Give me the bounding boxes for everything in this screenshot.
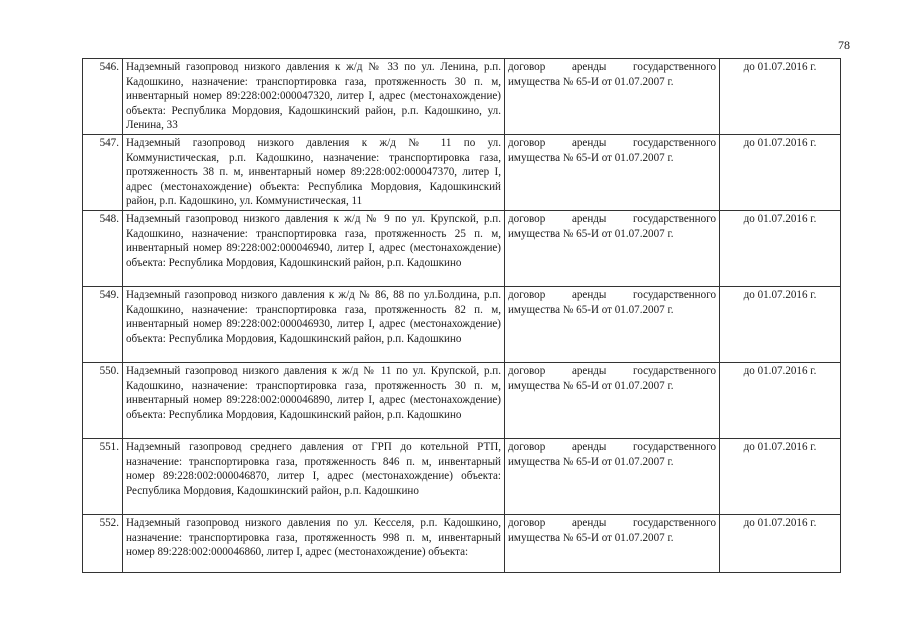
table-row [83,287,841,363]
object-description: Надземный газопровод низкого давления к ж/д № 11 по ул. Крупской, р.п. Кадошкино, назначение: транспортировка газа, протяженность 30 п. м, инвентарный номер 89:228:002:000046890, литер I, адрес (местонахождение) объекта: Республика Мордовия, Кадошкинский район, р.п. Кадошкино [123,363,505,439]
row-number: 548. [83,211,123,287]
legal-basis: договор аренды государственного имущества № 65-И от 01.07.2007 г. [505,211,720,287]
property-registry-table [82,58,841,573]
term-date: до 01.07.2016 г. [720,515,841,573]
row-number: 549. [83,287,123,363]
row-number: 547. [83,135,123,211]
term-date: до 01.07.2016 г. [720,363,841,439]
page-number: 78 [838,38,850,52]
table-row [83,363,841,439]
row-number: 552. [83,515,123,573]
table-row [83,59,841,135]
term-date: до 01.07.2016 г. [720,59,841,135]
object-description: Надземный газопровод среднего давления от ГРП до котельной РТП, назначение: транспортировка газа, протяженность 846 п. м, инвентарный номер 89:228:002:000046870, литер I, адрес (местонахождение) объекта: Республика Мордовия, Кадошкинский район, р.п. Кадошкино [123,439,505,515]
legal-basis: договор аренды государственного имущества № 65-И от 01.07.2007 г. [505,515,720,573]
term-date: до 01.07.2016 г. [720,135,841,211]
legal-basis: договор аренды государственного имущества № 65-И от 01.07.2007 г. [505,363,720,439]
table-row [83,515,841,573]
legal-basis: договор аренды государственного имущества № 65-И от 01.07.2007 г. [505,135,720,211]
table-row [83,439,841,515]
row-number: 551. [83,439,123,515]
legal-basis: договор аренды государственного имущества № 65-И от 01.07.2007 г. [505,287,720,363]
term-date: до 01.07.2016 г. [720,211,841,287]
object-description: Надземный газопровод низкого давления к ж/д № 86, 88 по ул.Болдина, р.п. Кадошкино, назначение: транспортировка газа, протяженность 82 п. м, инвентарный номер 89:228:002:000046930, литер I, адрес (местонахождение) объекта: Республика Мордовия, Кадошкинский район, р.п. Кадошкино [123,287,505,363]
object-description: Надземный газопровод низкого давления к ж/д № 11 по ул. Коммунистическая, р.п. Кадошкино, назначение: транспортировка газа, протяженность 38 п. м, инвентарный номер 89:228:002:000047370, литер I, адрес (местонахождение) объекта: Республика Мордовия, Кадошкинский район, р.п. Кадошкино, ул. Коммунистическая, 11 [123,135,505,211]
table-row [83,211,841,287]
row-number: 546. [83,59,123,135]
term-date: до 01.07.2016 г. [720,287,841,363]
object-description: Надземный газопровод низкого давления по ул. Кесселя, р.п. Кадошкино, назначение: транспортировка газа, протяженность 998 п. м, инвентарный номер 89:228:002:000046860, литер I, адрес (местонахождение) объекта: [123,515,505,573]
row-number: 550. [83,363,123,439]
table-row [83,135,841,211]
object-description: Надземный газопровод низкого давления к ж/д № 9 по ул. Крупской, р.п. Кадошкино, назначение: транспортировка газа, протяженность 25 п. м, инвентарный номер 89:228:002:000046940, литер I, адрес (местонахождение) объекта: Республика Мордовия, Кадошкинский район, р.п. Кадошкино [123,211,505,287]
legal-basis: договор аренды государственного имущества № 65-И от 01.07.2007 г. [505,59,720,135]
legal-basis: договор аренды государственного имущества № 65-И от 01.07.2007 г. [505,439,720,515]
term-date: до 01.07.2016 г. [720,439,841,515]
object-description: Надземный газопровод низкого давления к ж/д № 33 по ул. Ленина, р.п. Кадошкино, назначение: транспортировка газа, протяженность 30 п. м, инвентарный номер 89:228:002:000047320, литер I, адрес (местонахождение) объекта: Республика Мордовия, Кадошкинский район, р.п. Кадошкино, ул. Ленина, 33 [123,59,505,135]
